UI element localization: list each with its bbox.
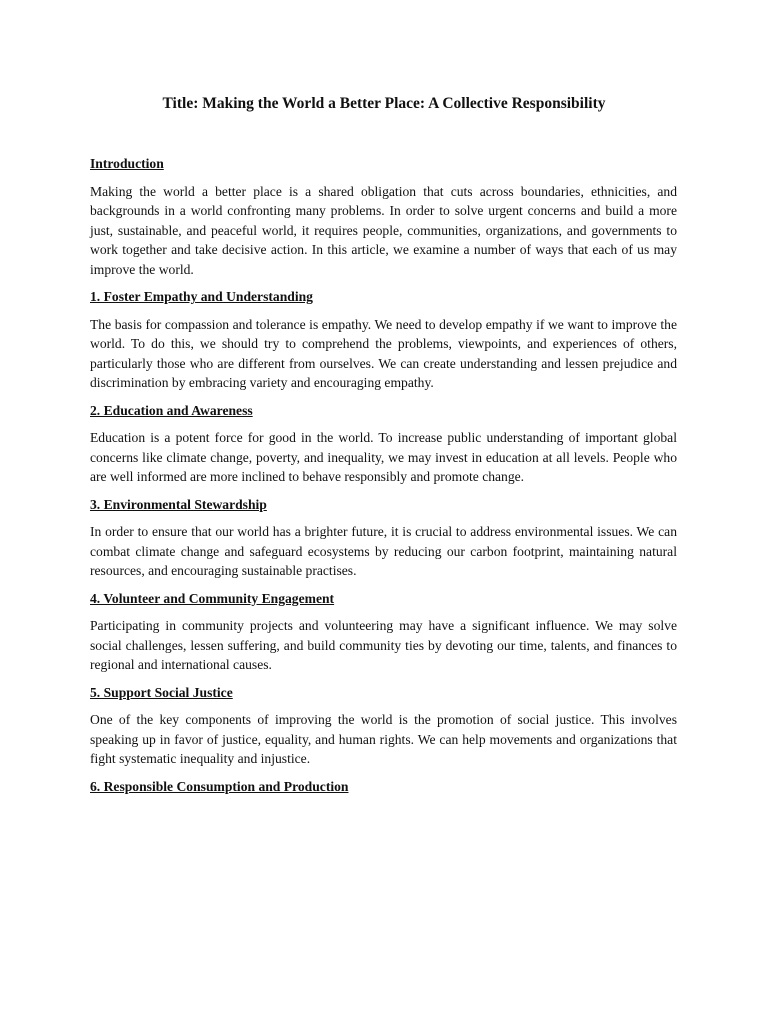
section-heading: 1. Foster Empathy and Understanding [90,289,313,304]
section-paragraph: Participating in community projects and volunteering may have a significant influence. We may solve social challenges, lessen suffering, and build community ties by devoting our time, talents, and finances to regional and international causes. [90,618,677,672]
section-heading: 5. Support Social Justice [90,684,233,700]
section-volunteer [90,589,677,675]
section-education [90,401,677,487]
document-body [90,154,677,804]
section-heading: 4. Volunteer and Community Engagement [90,590,335,606]
section-paragraph: In order to ensure that our world has a brighter future, it is crucial to address environmental issues. We can combat climate change and safeguard ecosystems by reducing our carbon footprint, maintaining natural resources, and encouraging sustainable practises. [90,524,677,578]
section-paragraph: Making the world a better place is a shared obligation that cuts across boundaries, ethnicities, and backgrounds in a world confronting many problems. In order to solve urgent concerns and build a more just, sustainable, and peaceful world, it requires people, communities, organizations, and governments to work together and take decisive action. In this article, we examine a number of ways that each of us may improve the world. [90,183,677,277]
section-heading: Introduction [90,156,164,171]
section-introduction [90,154,677,279]
section-heading: 2. Education and Awareness [90,402,253,418]
section-heading: 6. Responsible Consumption and Production [90,778,349,794]
section-empathy [90,287,677,393]
section-paragraph: One of the key components of improving the world is the promotion of social justice. This involves speaking up in favor of justice, equality, and human rights. We can help movements and organizations that fight systematic inequality and injustice. [90,712,677,766]
section-environment [90,495,677,581]
section-paragraph: The basis for compassion and tolerance is empathy. We need to develop empathy if we want to improve the world. To do this, we should try to comprehend the problems, viewpoints, and experiences of others, particularly those who are different from ourselves. We can create understanding and lessen prejudice and discrimination by embracing variety and encouraging empathy. [90,316,677,390]
document-title: Title: Making the World a Better Place: A Collective Responsibility [162,95,606,112]
section-heading: 3. Environmental Stewardship [90,496,267,512]
section-paragraph: Education is a potent force for good in the world. To increase public understanding of important global concerns like climate change, poverty, and inequality, we may invest in education at all levels. People who are well informed are more inclined to behave responsibly and promote change. [90,430,677,484]
section-consumption [90,777,677,797]
section-social-justice [90,683,677,769]
